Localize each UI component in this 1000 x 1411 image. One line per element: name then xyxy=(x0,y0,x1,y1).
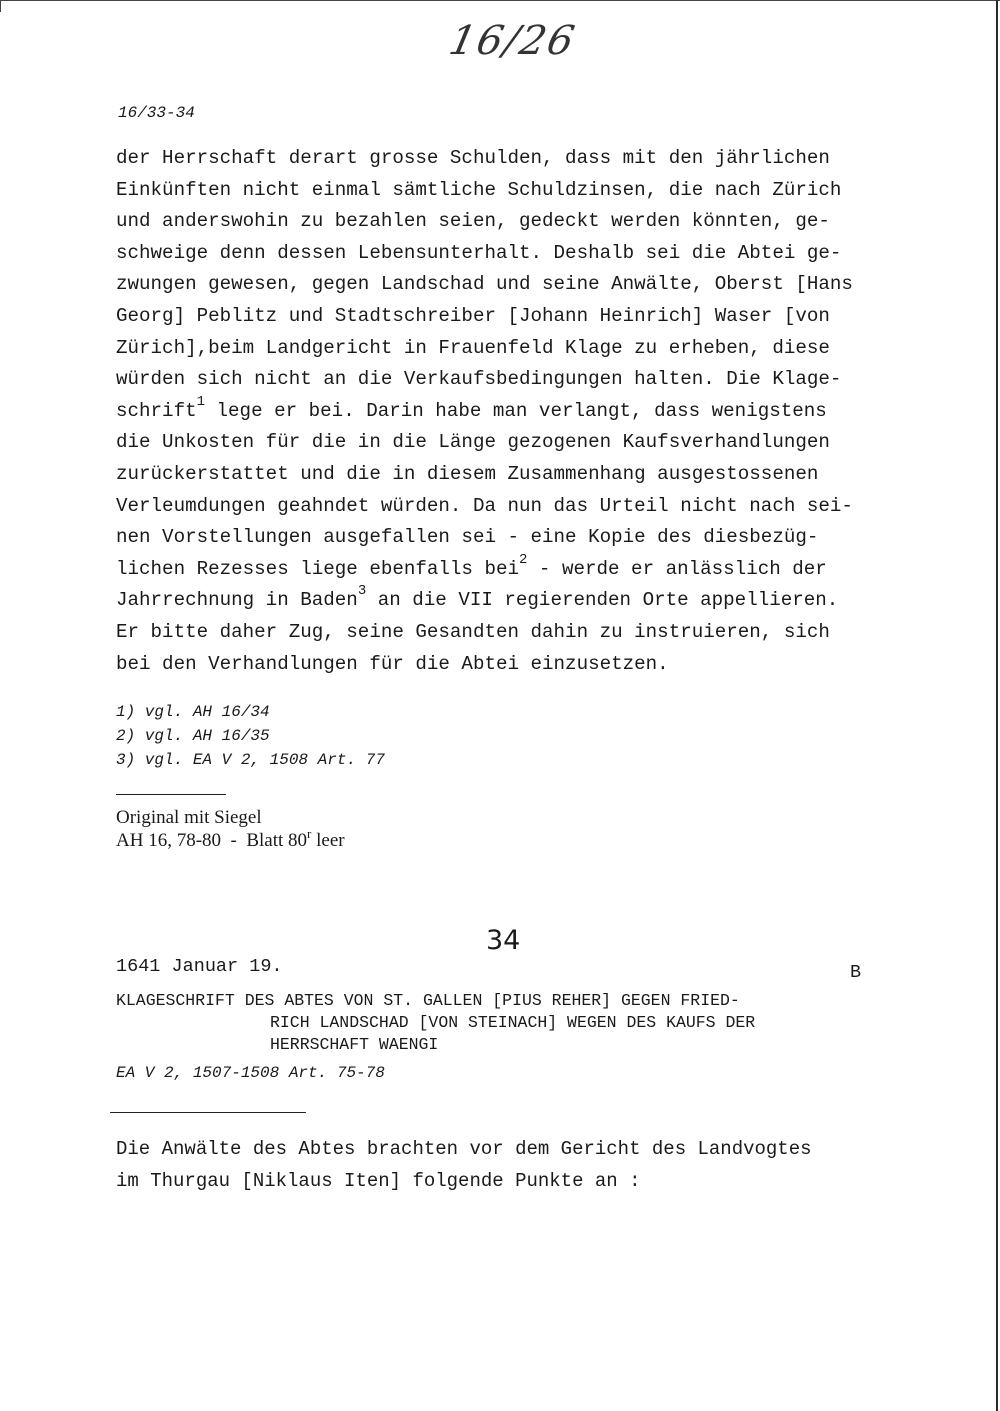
body-line: schweige denn dessen Lebensunterhalt. Deshalb sei die Abtei ge- xyxy=(116,241,842,264)
body-line: und anderswohin zu bezahlen seien, gedeckt werden könnten, ge- xyxy=(116,210,830,233)
body-line: nen Vorstellungen ausgefallen sei - eine Kopie des diesbezüg- xyxy=(116,526,819,549)
body-line: würden sich nicht an die Verkaufsbedingungen halten. Die Klage- xyxy=(116,368,842,391)
original-note xyxy=(116,806,345,852)
document-mark: B xyxy=(850,962,862,983)
body-line: Verleumdungen geahndet würden. Da nun das Urteil nicht nach sei- xyxy=(116,494,853,517)
footnotes xyxy=(116,700,385,772)
body-line: Einkünften nicht einmal sämtliche Schuldzinsen, die nach Zürich xyxy=(116,178,842,201)
page-border-top xyxy=(0,0,1000,1)
page-reference: 16/33-34 xyxy=(118,104,195,122)
original-note-line: AH 16, 78-80 - Blatt 80$^r$ leer xyxy=(116,826,345,851)
section-divider xyxy=(110,1112,306,1113)
body-line: die Unkosten für die in die Länge gezogenen Kaufsverhandlungen xyxy=(116,431,830,454)
body-line: der Herrschaft derart grosse Schulden, dass mit den jährlichen xyxy=(116,147,830,169)
body-line: schrift$^1$ lege er bei. Darin habe man verlangt, dass wenigstens xyxy=(116,393,827,422)
title-line: RICH LANDSCHAD [VON STEINACH] WEGEN DES KAUFS DER xyxy=(270,1013,756,1032)
footnote-ref-1: 1 xyxy=(196,393,206,410)
body-line: Die Anwälte des Abtes brachten vor dem Gericht des Landvogtes xyxy=(116,1138,812,1160)
footnote-ref-2: 2 xyxy=(519,551,528,568)
title-line: HERRSCHAFT WAENGI xyxy=(270,1035,439,1054)
original-note-line: Original mit Siegel xyxy=(116,807,262,828)
section-divider xyxy=(116,794,226,795)
body-line: Georg] Peblitz und Stadtschreiber [Johann Heinrich] Waser [von xyxy=(116,304,830,327)
body-line: zurückerstattet und die in diesem Zusammenhang ausgestossenen xyxy=(116,462,819,485)
footnote-ref-3: 3 xyxy=(357,583,367,600)
handwritten-folio-mark: 16/26 xyxy=(445,18,581,64)
body-line: im Thurgau [Niklaus Iten] folgende Punkte an : xyxy=(116,1170,641,1192)
page-border-left xyxy=(0,0,1,12)
body-line: bei den Verhandlungen für die Abtei einzusetzen. xyxy=(116,652,669,675)
document-date: 1641 Januar 19. xyxy=(116,956,283,977)
document-number: 34 xyxy=(486,925,521,956)
source-reference: EA V 2, 1507-1508 Art. 75-78 xyxy=(116,1064,385,1082)
footnote: 1) vgl. AH 16/34 xyxy=(116,703,270,721)
body-line: zwungen gewesen, gegen Landschad und seine Anwälte, Oberst [Hans xyxy=(116,273,853,296)
page-border-right xyxy=(996,0,998,1411)
body-text xyxy=(116,143,853,680)
body-line: Jahrrechnung in Baden$^3$ an die VII regierenden Orte appellieren. xyxy=(116,583,839,612)
footnote: 2) vgl. AH 16/35 xyxy=(116,727,270,745)
body-line: lichen Rezesses liege ebenfalls bei$^2$ - werde er anlässlich der xyxy=(116,551,827,580)
title-line: KLAGESCHRIFT DES ABTES VON ST. GALLEN [PIUS REHER] GEGEN FRIED- xyxy=(116,991,740,1010)
body-line: Zürich],beim Landgericht in Frauenfeld Klage zu erheben, diese xyxy=(116,336,830,359)
body-text-2 xyxy=(116,1133,812,1197)
footnote: 3) vgl. EA V 2, 1508 Art. 77 xyxy=(116,751,385,769)
document-title xyxy=(116,990,755,1056)
body-line: Er bitte daher Zug, seine Gesandten dahin zu instruieren, sich xyxy=(116,620,830,643)
